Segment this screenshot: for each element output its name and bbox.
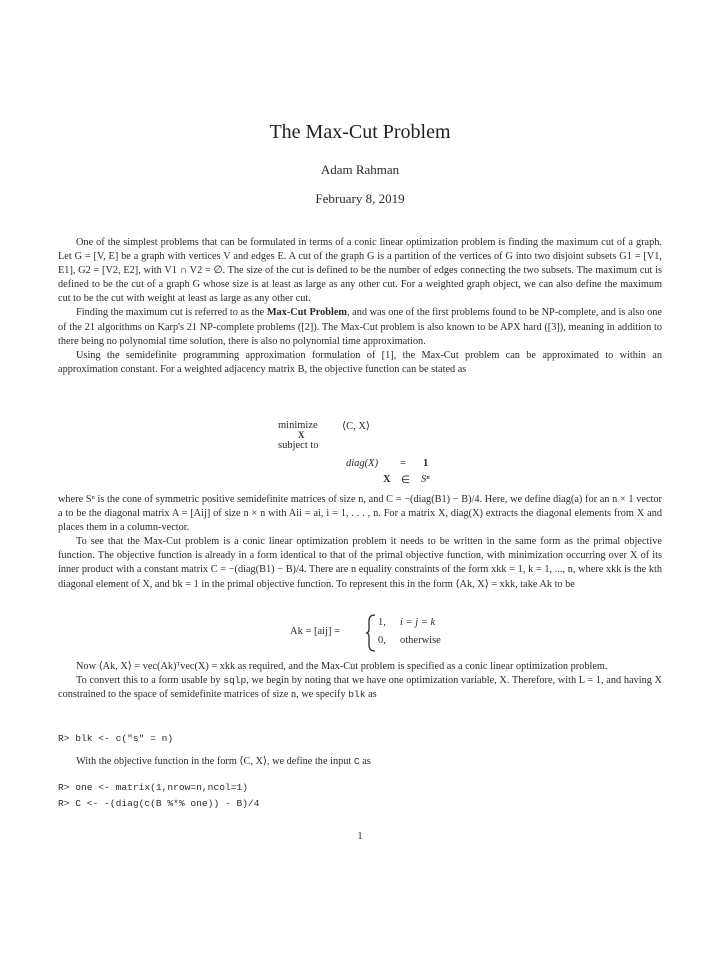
- definitions-section: [58, 493, 662, 592]
- paragraph-define-c: With the objective function in the form ⟨C, X⟩, we define the input C as: [76, 756, 371, 767]
- case1-condition: i = j = k: [400, 617, 436, 628]
- constraint1-op: =: [400, 458, 406, 469]
- page-number: 1: [357, 831, 363, 842]
- paper-title: The Max-Cut Problem: [269, 121, 451, 143]
- code-line-one: R> one <- matrix(1,nrow=n,ncol=1): [58, 782, 248, 793]
- code-line-c: R> C <- -(diag(c(B %*% one)) - B)/4: [58, 798, 260, 809]
- constraint1-rhs: 1: [423, 458, 429, 469]
- objective-input-section: [58, 755, 662, 769]
- p2-text-b: , and was one of the first problems found to be NP-complete, and is also one of the 21 algorithms on Karp's 21 NP-complete problems ([2]). The Max-Cut problem is also known to be APX hard ([3]), meaning in addition to there being no polynomial time solution, there is also no polynomial time approximation.: [58, 307, 663, 347]
- ak-lhs: Ak = [aij] =: [290, 626, 341, 637]
- paragraph-maxcut-definition: One of the simplest problems that can be formulated in terms of a conic linear optimization problem is finding the maximum cut of a graph. Let G = [V, E] be a graph with vertices V and edges E. A cut of the graph G is a partition of the vertices of G into two disjoint subsets G1 = [V1, E1], G2 = [V2, E2], with V1 ∩ V2 = ∅. The size of the cut is defined to be the number of edges connecting the two subsets. The maximum cut is defined to be the cut of a graph G whose size is at least as large as any other cut. For a weighted graph object, we can also define the maximum cut to be the cut with weight at least as large as any other cut.: [58, 237, 662, 305]
- paragraph-conic-form: To see that the Max-Cut problem is a conic linear optimization problem it needs to be written in the same form as the primal objective function. The objective function is already in a form identical to that of the primal objective function, with minimization occurring over X of its inner product with a constant matrix C = −(diag(B1) − B)/4. There are n equality constraints of the form xkk = 1, k = 1, ..., n, where xkk is the kth diagonal element of X, and bk = 1 in the primal objective function. To represent this in the form ⟨Ak, X⟩ = xkk, take Ak to be: [58, 536, 662, 590]
- paper-date: February 8, 2019: [315, 191, 405, 206]
- code-line-blk: R> blk <- c("s" = n): [58, 733, 174, 744]
- code-c: C: [353, 756, 360, 767]
- case2-value: 0,: [378, 635, 386, 646]
- case2-condition: otherwise: [400, 635, 441, 646]
- constraint1-lhs: diag(X): [346, 458, 379, 469]
- brace-icon: [365, 614, 377, 652]
- paragraph-sdp-approximation: Using the semidefinite programming approximation formulation of [1], the Max-Cut problem can be approximated to within an approximation constant. For a weighted adjacency matrix B, the objective function can be stated as: [58, 349, 662, 375]
- constraint2-rhs: Sⁿ: [421, 474, 430, 485]
- code-blk: blk: [348, 689, 366, 701]
- code-sqlp: sqlp: [223, 675, 247, 687]
- paragraph-np-complete: [58, 306, 662, 348]
- author-name: Adam Rahman: [320, 162, 400, 177]
- maxcut-term: Max-Cut Problem: [266, 307, 348, 319]
- paragraph-sqlp-convert: To convert this to a form usable by sqlp, we begin by noting that we have one optimization variable, X. Therefore, with L = 1, and having X constrained to the space of semidefinite matrices of size n, we specify blk as: [58, 675, 662, 701]
- paragraph-vec-result: Now ⟨Ak, X⟩ = vec(Ak)ᵀvec(X) = xkk as required, and the Max-Cut problem is specified as a conic linear optimization problem.: [76, 661, 608, 672]
- intro-section: [58, 236, 662, 377]
- sqlp-section: [58, 660, 662, 702]
- p2-text-a: Finding the maximum cut is referred to as the: [76, 307, 267, 319]
- constraint2-op: ∈: [401, 475, 411, 486]
- paragraph-cone-definition: where Sⁿ is the cone of symmetric positive semidefinite matrices of size n, and C = −(diag(B1) − B)/4. Here, we define diag(a) for an n × 1 vector a to be the diagonal matrix A = [Aij] of size n × n with Aii = ai, i = 1, . . . , n. For a matrix X, diag(X) extracts the diagonal elements from X and places them in a column-vector.: [58, 494, 662, 534]
- opt-variable: X: [298, 430, 305, 440]
- opt-subject-to: subject to: [278, 440, 319, 451]
- constraint2-lhs: X: [383, 474, 391, 485]
- case1-value: 1,: [378, 617, 386, 628]
- opt-minimize-label: minimize: [278, 420, 318, 431]
- opt-objective: ⟨C, X⟩: [342, 421, 371, 432]
